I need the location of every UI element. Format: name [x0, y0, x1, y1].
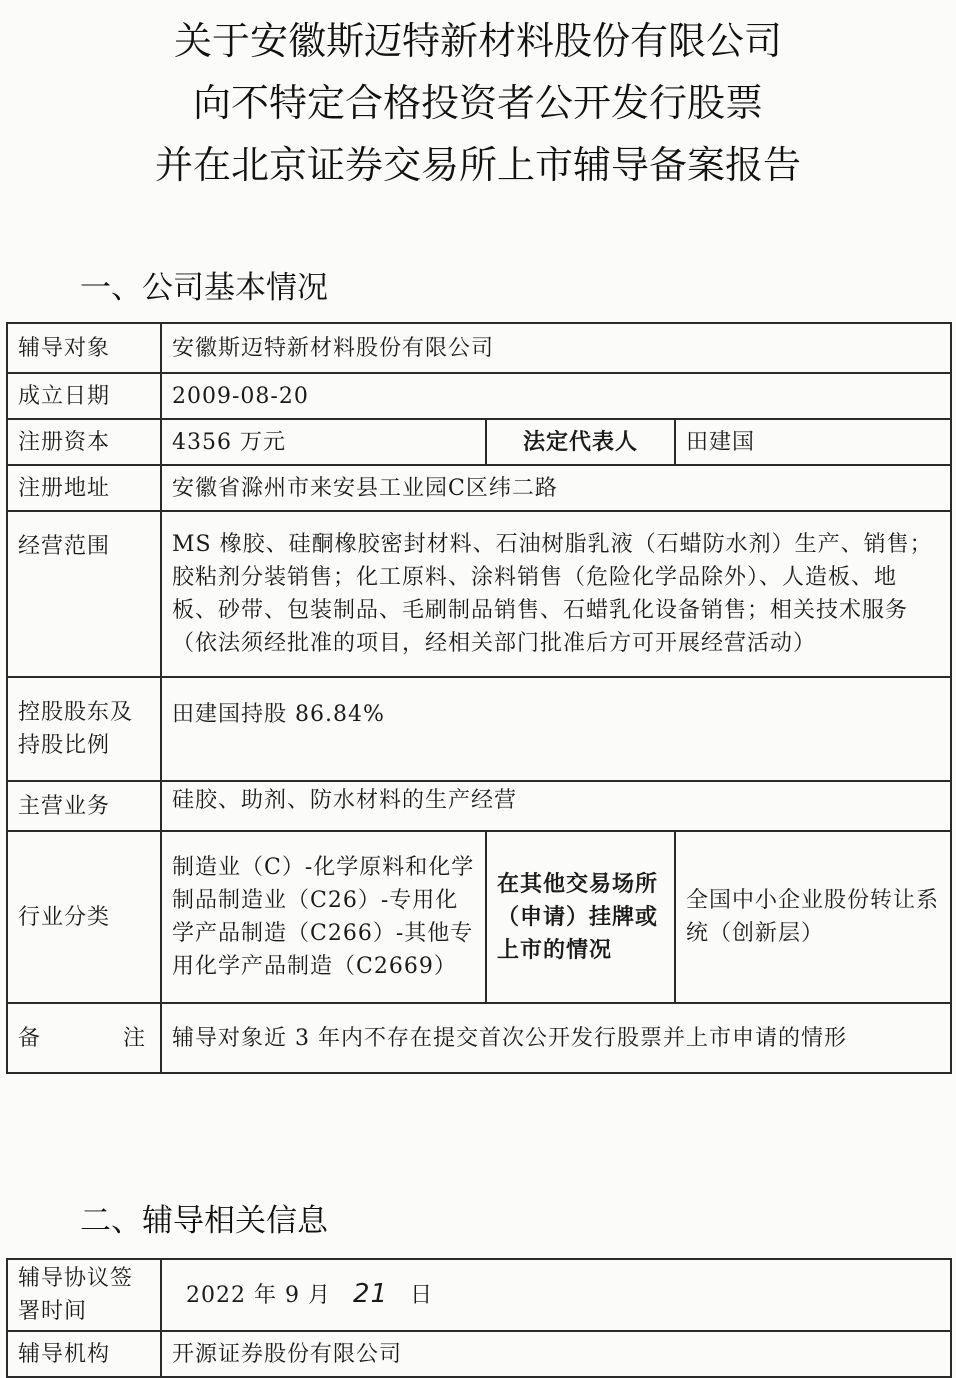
value-agreement: [161, 1259, 951, 1331]
section-2-heading: 二、辅导相关信息: [80, 1203, 328, 1239]
value-business: 硅胶、助剂、防水材料的生产经营: [161, 781, 951, 831]
agreement-date-prefix: 2022 年 9 月: [186, 1283, 331, 1308]
label-business: 主营业务: [7, 781, 161, 831]
value-address: 安徽省滁州市来安县工业园C区纬二路: [161, 465, 951, 511]
company-info-table: [6, 322, 952, 1074]
row-shareholder: [7, 677, 951, 781]
label-remark-spread: [18, 1022, 150, 1055]
value-institution: 开源证券股份有限公司: [161, 1331, 951, 1377]
label-legal-rep: 法定代表人: [486, 419, 675, 465]
value-remark: 辅导对象近 3 年内不存在提交首次公开发行股票并上市申请的情形: [161, 1003, 951, 1073]
report-title: [0, 10, 956, 196]
label-institution: 辅导机构: [7, 1331, 161, 1377]
value-scope: MS 橡胶、硅酮橡胶密封材料、石油树脂乳液（石蜡防水剂）生产、销售；胶粘剂分装销售；化工原料、涂料销售（危险化学品除外）、人造板、地板、砂带、包装制品、毛刷制品销售、石蜡乳化设备销售；相关技术服务（依法须经批准的项目，经相关部门批准后方可开展经营活动）: [161, 511, 951, 677]
row-capital: [7, 419, 951, 465]
section-1-heading: 一、公司基本情况: [80, 270, 328, 306]
label-agreement: 辅导协议签署时间: [7, 1259, 161, 1331]
value-shareholder: 田建国持股 86.84%: [161, 677, 951, 781]
label-scope: 经营范围: [7, 511, 161, 677]
tutoring-info-table: [6, 1258, 952, 1378]
title-line-3: 并在北京证券交易所上市辅导备案报告: [154, 143, 801, 187]
value-target: 安徽斯迈特新材料股份有限公司: [161, 323, 951, 373]
label-capital: 注册资本: [7, 419, 161, 465]
row-agreement: [7, 1259, 951, 1331]
value-other-listing: 全国中小企业股份转让系统（创新层）: [675, 831, 951, 1003]
row-industry: [7, 831, 951, 1003]
title-line-2: 向不特定合格投资者公开发行股票: [192, 81, 763, 125]
label-established: 成立日期: [7, 373, 161, 419]
agreement-date-suffix: 日: [410, 1283, 434, 1308]
label-remark-b: 注: [122, 1025, 146, 1051]
row-business: [7, 781, 951, 831]
row-address: [7, 465, 951, 511]
label-shareholder: 控股股东及持股比例: [7, 677, 161, 781]
label-other-listing: 在其他交易场所（申请）挂牌或上市的情况: [486, 831, 675, 1003]
label-remark: [7, 1003, 161, 1073]
row-scope: [7, 511, 951, 677]
title-line-1: 关于安徽斯迈特新材料股份有限公司: [173, 19, 782, 63]
value-industry: 制造业（C）-化学原料和化学制品制造业（C26）-专用化学产品制造（C266）-其他专用化学产品制造（C2669）: [161, 831, 486, 1003]
label-address: 注册地址: [7, 465, 161, 511]
row-remark: [7, 1003, 951, 1073]
row-established: [7, 373, 951, 419]
label-target: 辅导对象: [7, 323, 161, 373]
value-legal-rep: 田建国: [675, 419, 951, 465]
row-target: [7, 323, 951, 373]
agreement-day-handwritten: 21: [352, 1279, 389, 1309]
label-industry: 行业分类: [7, 831, 161, 1003]
row-institution: [7, 1331, 951, 1377]
value-capital: 4356 万元: [161, 419, 486, 465]
label-remark-a: 备: [18, 1025, 42, 1051]
value-established: 2009-08-20: [161, 373, 951, 419]
